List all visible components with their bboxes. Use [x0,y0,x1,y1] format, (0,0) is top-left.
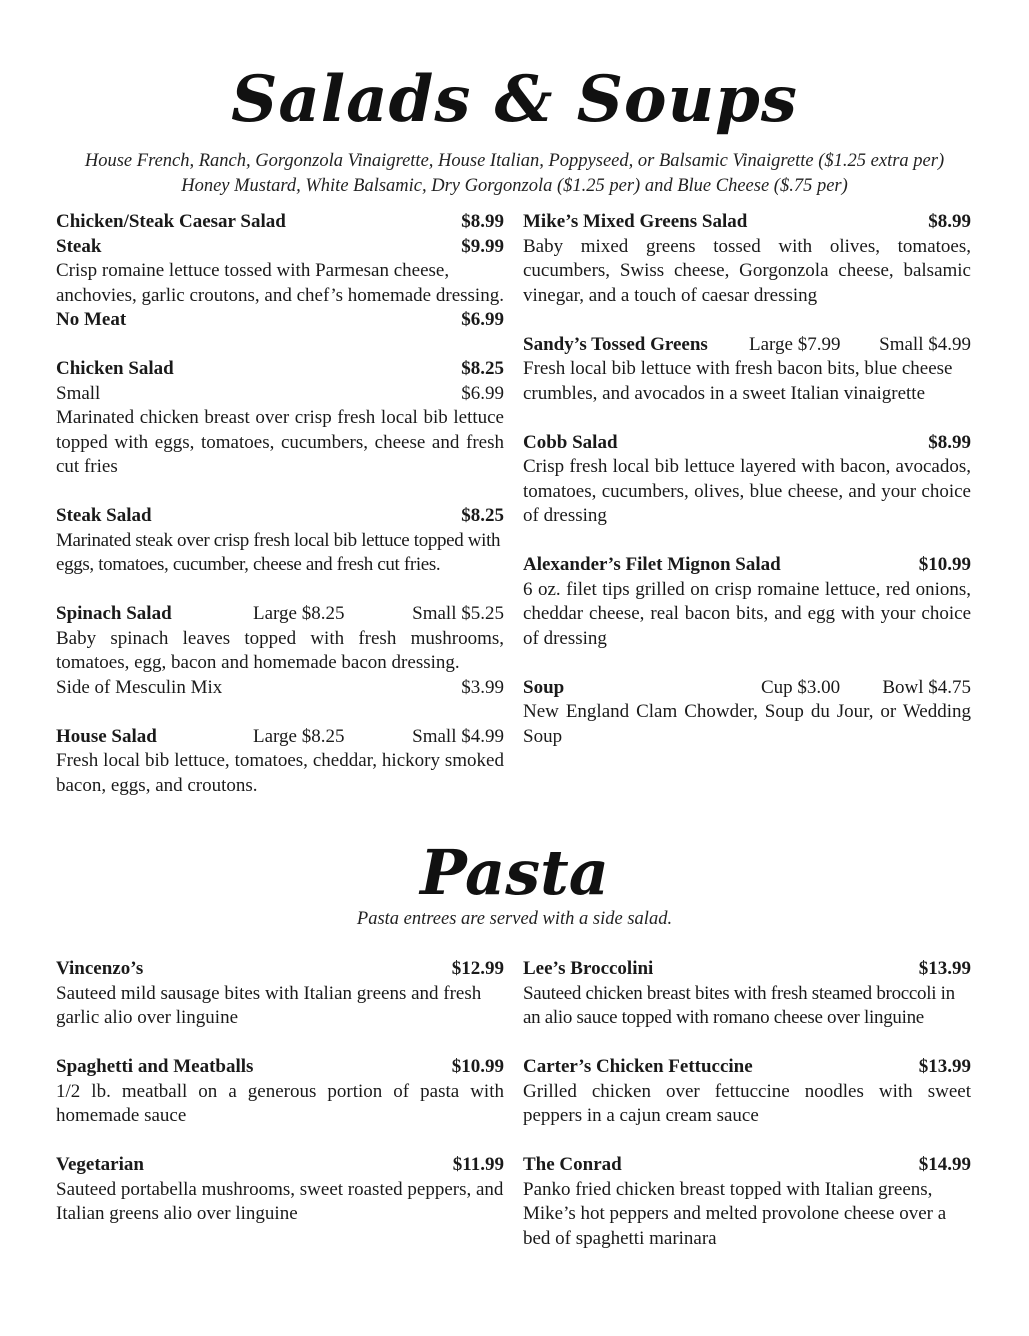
item-description: Crisp fresh local bib lettuce layered with bacon, avocados, tomatoes, cucumbers, olives, blue cheese, and your choice of dressing [523,456,971,526]
item-description: Grilled chicken over fettuccine noodles with sweet peppers in a cajun cream sauce [523,1080,971,1126]
menu-item-soup [523,676,971,750]
item-description: Sauteed portabella mushrooms, sweet roasted peppers, and Italian greens alio over linguine [56,1178,504,1224]
item-price: $13.99 [918,1056,971,1077]
item-name: Sandy’s Tossed Greens [523,333,708,355]
dressings-line-2: Honey Mustard, White Balsamic, Dry Gorgonzola ($1.25 per) and Blue Cheese ($.75 per) [181,176,848,196]
item-name: Vincenzo’s [56,958,144,979]
item-name: Lee’s Broccolini [523,958,654,979]
item-extra-price: $3.99 [461,676,504,698]
item-description: Marinated steak over crisp fresh local bib lettuce topped with eggs, tomatoes, cucumber, cheese and fresh cut fries. [56,529,501,575]
item-description: Sauteed chicken breast bites with fresh steamed broccoli in an alio sauce topped with romano cheese over linguine [523,982,955,1028]
menu-item-sandys-tossed-greens [523,333,971,407]
item-subprice: $9.99 [461,235,504,257]
item-extra-name: No Meat [56,309,127,330]
pasta-right-column [523,957,971,1276]
item-price: $8.99 [461,211,504,232]
item-subname: Steak [56,235,102,257]
item-description: Panko fried chicken breast topped with Italian greens, Mike’s hot peppers and melted provolone cheese over a bed of spaghetti marinara [523,1178,947,1249]
menu-item-house-salad [56,725,504,799]
item-small-price: Small $4.99 [412,725,504,747]
menu-item-chicken-salad [56,357,504,480]
item-subprice: $6.99 [461,382,504,404]
item-name: Spinach Salad [56,603,172,624]
item-name: Carter’s Chicken Fettuccine [523,1056,753,1077]
item-name: House Salad [56,725,157,747]
item-price: $8.99 [928,211,971,232]
menu-item-caesar [56,210,504,333]
menu-item-the-conrad [523,1153,971,1251]
item-description: Baby spinach leaves topped with fresh mushrooms, tomatoes, egg, bacon and homemade bacon dressing. [56,627,504,673]
salads-right-column [523,210,971,774]
item-description: Crisp romaine lettuce tossed with Parmesan cheese, anchovies, garlic croutons, and chef’s homemade dressing. [56,260,504,306]
item-subname: Small [56,382,101,404]
item-bowl-price: Bowl $4.75 [882,676,971,698]
item-name: Soup [523,676,565,698]
item-description: Sauteed mild sausage bites with Italian greens and fresh garlic alio over linguine [56,982,482,1028]
item-small-price: Small $5.25 [412,603,504,624]
item-name: Alexander’s Filet Mignon Salad [523,554,781,575]
item-large-price: Large $8.25 [253,725,345,747]
item-name: Mike’s Mixed Greens Salad [523,211,748,232]
item-name: Chicken Salad [56,358,174,379]
salads-left-column [56,210,504,823]
item-price: $10.99 [451,1056,504,1077]
menu-item-steak-salad [56,504,504,578]
pasta-note: Pasta entrees are served with a side salad. [356,909,673,929]
menu-item-mikes-mixed-greens [523,210,971,308]
item-name: Chicken/Steak Caesar Salad [56,211,286,232]
item-description: Baby mixed greens tossed with olives, tomatoes, cucumbers, Swiss cheese, Gorgonzola cheese, balsamic vinegar, and a touch of caesar dressing [523,235,971,306]
item-small-price: Small $4.99 [879,333,971,355]
menu-item-lees-broccolini [523,957,971,1031]
item-description: New England Clam Chowder, Soup du Jour, or Wedding Soup [523,701,971,747]
item-name: Vegetarian [56,1154,144,1175]
item-price: $12.99 [451,958,504,979]
item-description: 6 oz. filet tips grilled on crisp romaine lettuce, red onions, cheddar cheese, real bacon bits, and egg with your choice of dressing [523,578,971,649]
item-name: Steak Salad [56,505,152,526]
item-price: $14.99 [918,1154,971,1175]
menu-item-filet-mignon-salad [523,553,971,651]
item-description: Marinated chicken breast over crisp fresh local bib lettuce topped with eggs, tomatoes, cucumbers, cheese and fresh cut fries [56,407,504,477]
salads-soups-title: Salads & Soups [231,62,798,137]
item-description: 1/2 lb. meatball on a generous portion of pasta with homemade sauce [56,1080,504,1126]
item-extra-price: $6.99 [461,309,504,330]
item-price: $8.99 [928,431,971,453]
pasta-left-column [56,957,504,1251]
item-name: Spaghetti and Meatballs [56,1056,254,1077]
menu-item-carters-fettuccine [523,1055,971,1129]
item-price: $8.25 [461,505,504,526]
item-cup-price: Cup $3.00 [761,676,841,698]
menu-item-vincenzos [56,957,504,1031]
item-description: Fresh local bib lettuce with fresh bacon bits, blue cheese crumbles, and avocados in a sweet Italian vinaigrette [523,358,953,404]
item-large-price: Large $7.99 [749,333,841,355]
item-large-price: Large $8.25 [253,603,345,624]
menu-item-cobb-salad [523,431,971,529]
menu-item-vegetarian [56,1153,504,1227]
dressings-line-1: House French, Ranch, Gorgonzola Vinaigrette, House Italian, Poppyseed, or Balsamic Vinaigrette ($1.25 extra per) [84,151,945,171]
item-extra-name: Side of Mesculin Mix [56,676,223,698]
item-description: Fresh local bib lettuce, tomatoes, cheddar, hickory smoked bacon, eggs, and croutons. [56,750,504,796]
menu-item-spinach-salad [56,602,504,700]
item-name: The Conrad [523,1154,622,1175]
item-price: $11.99 [452,1154,504,1175]
menu-item-spaghetti-meatballs [56,1055,504,1129]
item-price: $8.25 [461,358,504,379]
item-name: Cobb Salad [523,431,618,453]
item-price: $13.99 [918,958,971,979]
item-price: $10.99 [918,554,971,575]
pasta-title: Pasta [420,836,609,909]
